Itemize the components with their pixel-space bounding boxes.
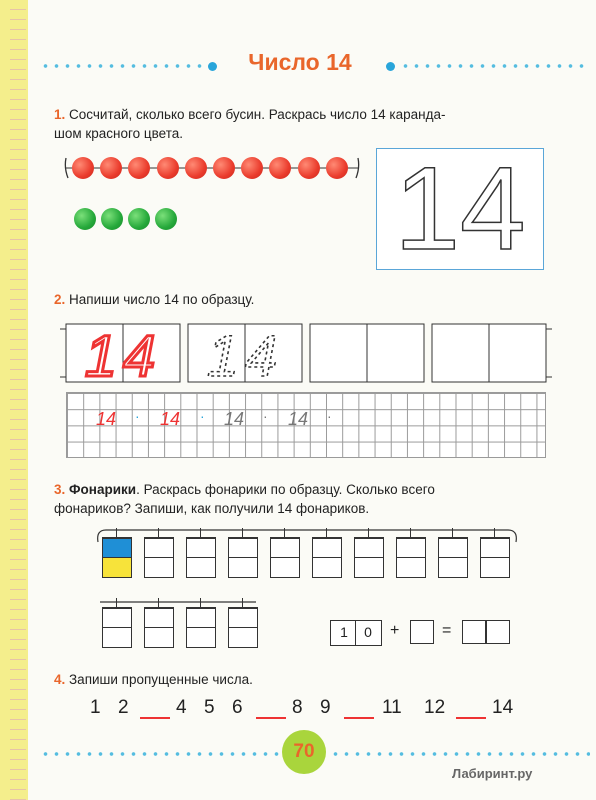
grid-dot-3: · [263, 408, 268, 424]
dotted-rule-right [400, 64, 590, 68]
task-1-line1: Сосчитай, сколько всего бусин. Раскрась число 14 каранда- [69, 107, 446, 122]
task-1-line2: шом красного цвета. [54, 126, 183, 141]
sequence-blank-3[interactable] [344, 697, 374, 719]
sequence-number-11: 11 [382, 697, 402, 718]
title-bullet-right [386, 62, 395, 71]
sequence-blank-2[interactable] [256, 697, 286, 719]
grid-sample-4: 14 [288, 409, 309, 429]
sequence-number-6: 6 [232, 697, 243, 718]
grid-dot-4: · [327, 408, 332, 424]
lantern[interactable] [480, 528, 510, 578]
watermark: Лабиринт.ру [452, 766, 533, 781]
expression-divider [355, 620, 356, 646]
expression-addend-box[interactable] [410, 620, 434, 644]
lantern[interactable] [270, 528, 300, 578]
grid-dot-1: · [135, 408, 140, 424]
task-3-line2: фонариков? Запиши, как получили 14 фонариков. [54, 501, 370, 516]
notebook-lines [10, 0, 26, 800]
sequence-number-1: 1 [90, 697, 101, 718]
sequence-number-5: 5 [204, 697, 215, 718]
lantern[interactable] [312, 528, 342, 578]
sequence-number-9: 9 [320, 697, 331, 718]
task-1-number: 1. [54, 107, 66, 122]
lantern[interactable] [228, 528, 258, 578]
red-bead [72, 157, 94, 179]
grid-sample-3: 14 [224, 409, 245, 429]
lantern[interactable] [102, 598, 132, 648]
sample-number-solid: 14 [84, 324, 162, 389]
lantern[interactable] [354, 528, 384, 578]
sequence-number-4: 4 [176, 697, 187, 718]
red-bead [298, 157, 320, 179]
grid-sample-1: 14 [96, 409, 117, 429]
task-1-text [54, 105, 584, 143]
expression-equals: = [442, 622, 452, 639]
lantern[interactable] [144, 598, 174, 648]
writing-boxes[interactable] [60, 318, 560, 390]
lantern[interactable] [186, 528, 216, 578]
outline-number[interactable]: 14 [394, 149, 526, 269]
dotted-rule-footer-right [330, 752, 590, 756]
page-title: Число 14 [248, 49, 352, 75]
green-bead [128, 208, 150, 230]
title-bullet-left [208, 62, 217, 71]
red-bead [157, 157, 179, 179]
green-bead [155, 208, 177, 230]
sequence-blank-4[interactable] [456, 697, 486, 719]
sequence-blank-1[interactable] [140, 697, 170, 719]
task-3-number: 3. [54, 482, 66, 497]
green-bead [101, 208, 123, 230]
sequence-number-14: 14 [492, 697, 514, 718]
expression-result-tens[interactable] [462, 620, 486, 644]
expression-digit-zero: 0 [357, 621, 379, 643]
sample-number-dashed: 14 [206, 324, 284, 389]
expression-plus: + [390, 622, 400, 639]
task-2-line: Напиши число 14 по образцу. [69, 292, 255, 307]
lantern[interactable] [396, 528, 426, 578]
outline-number-card [376, 148, 544, 270]
lantern[interactable] [228, 598, 258, 648]
outline-number-svg [377, 149, 543, 269]
lantern[interactable] [186, 598, 216, 648]
dotted-rule-footer-left [40, 752, 280, 756]
dotted-rule-left [40, 64, 218, 68]
grid-dot-2: · [200, 408, 205, 424]
red-bead [213, 157, 235, 179]
sequence-number-12: 12 [424, 697, 446, 718]
task-4-line: Запиши пропущенные числа. [69, 672, 253, 687]
lantern[interactable] [144, 528, 174, 578]
task-3-text [54, 480, 584, 518]
page-number: 70 [282, 730, 326, 774]
red-bead [326, 157, 348, 179]
sequence-number-8: 8 [292, 697, 303, 718]
task-2-text [54, 290, 574, 309]
expression-result-ones[interactable] [486, 620, 510, 644]
lantern[interactable] [438, 528, 468, 578]
sequence-number-2: 2 [118, 697, 129, 718]
red-bead [185, 157, 207, 179]
task-2-number: 2. [54, 292, 66, 307]
expression-digit-one: 1 [333, 621, 355, 643]
green-bead [74, 208, 96, 230]
task-3-bold: Фонарики [69, 482, 137, 497]
task-3-line1: . Раскрась фонарики по образцу. Сколько всего [136, 482, 435, 497]
lantern[interactable] [102, 528, 132, 578]
grid-sample-2: 14 [160, 409, 181, 429]
task-4-number: 4. [54, 672, 66, 687]
task-4-text [54, 670, 574, 689]
